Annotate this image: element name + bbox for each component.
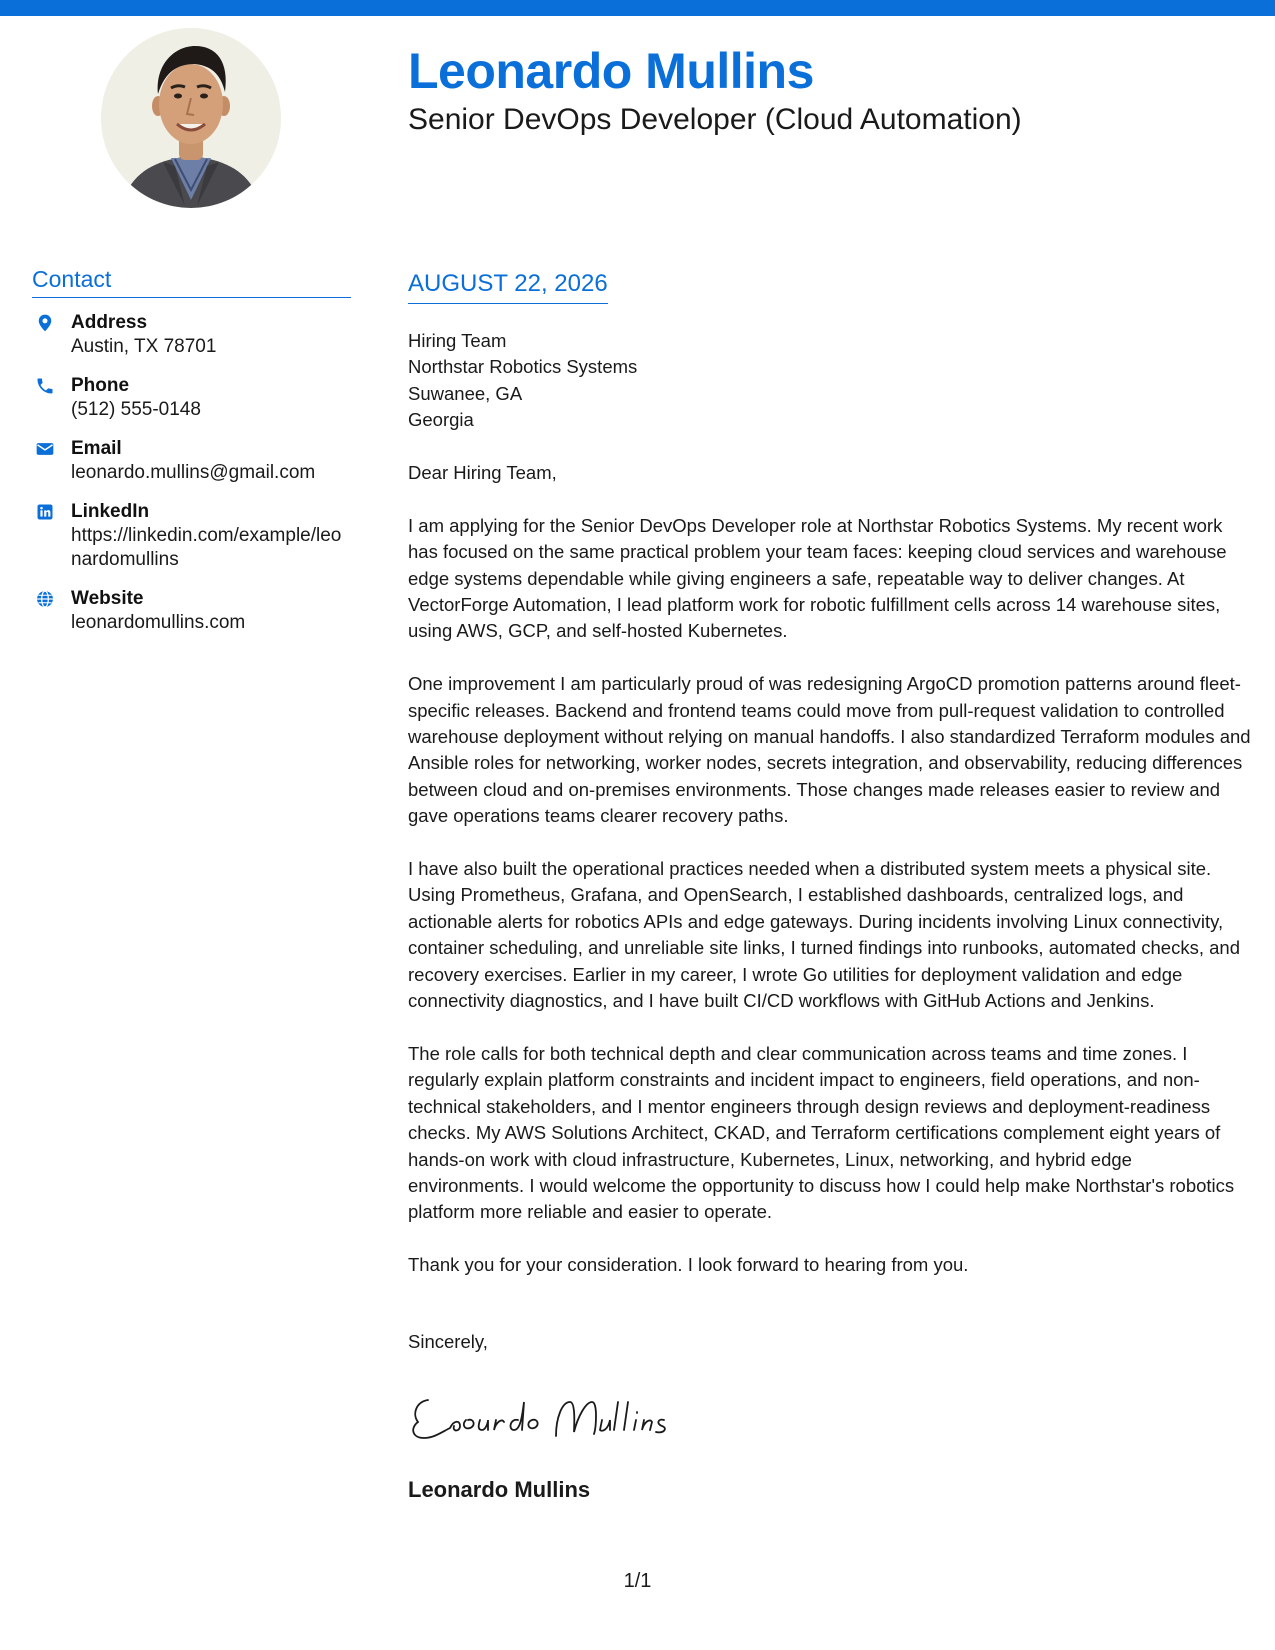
job-title: Senior DevOps Developer (Cloud Automation): [408, 103, 1022, 136]
recipient-line: Georgia: [408, 409, 474, 431]
profile-photo: [101, 28, 281, 208]
avatar: [101, 28, 281, 208]
phone-value: (512) 555-0148: [71, 399, 201, 420]
handwritten-signature: [406, 1388, 676, 1444]
page-number: 1/1: [623, 1570, 652, 1592]
closing: Sincerely,: [408, 1331, 488, 1352]
contact-heading: Contact: [32, 266, 351, 298]
recipient-line: Northstar Robotics Systems: [408, 356, 638, 378]
letter-paragraph: Thank you for your consideration. I look forward to hearing from you.: [408, 1254, 969, 1276]
letter-paragraph: The role calls for both technical depth and clear communication across teams and time zones. I regularly explain platform constraints and incident impact to engineers, field operations, and non-technical stakeholders, and I mentor engineers through design reviews and deployment-readiness checks. My AWS Solutions Architect, CKAD, and Terraform certifications complement eight years of hands-on work with cloud infrastructure, Kubernetes, Linux, networking, and hybrid edge environments. I would welcome the opportunity to discuss how I could help make Northstar's robotics platform more reliable and easier to operate.: [408, 1042, 1235, 1223]
candidate-name: Leonardo Mullins: [408, 43, 814, 99]
contact-address: [32, 311, 362, 359]
letter-paragraph: I am applying for the Senior DevOps Developer role at Northstar Robotics Systems. My recent work has focused on the same practical problem your team faces: keeping cloud services and warehouse edge systems dependable while giving engineers a safe, repeatable way to deliver changes. At VectorForge Automation, I lead platform work for robotic fulfillment cells across 14 warehouse sites, using AWS, GCP, and self-hosted Kubernetes.: [408, 514, 1227, 642]
contact-list: [32, 311, 362, 650]
recipient-line: Suwanee, GA: [408, 382, 523, 404]
contact-phone: [32, 374, 362, 422]
email-value: leonardo.mullins@gmail.com: [71, 462, 316, 483]
contact-email: [32, 437, 362, 485]
letter-paragraph: I have also built the operational practices needed when a distributed system meets a physical site. Using Prometheus, Grafana, and OpenSearch, I established dashboards, centralized logs, and actionable alerts for robotics APIs and edge gateways. During incidents involving Linux connectivity, container scheduling, and unreliable site links, I turned findings into runbooks, automated checks, and recovery exercises. Earlier in my career, I wrote Go utilities for deployment validation and edge connectivity diagnostics, and I have built CI/CD workflows with GitHub Actions and Jenkins.: [408, 858, 1240, 1012]
address-value: Austin, TX 78701: [71, 336, 217, 357]
location-pin-icon: [35, 313, 55, 333]
contact-label: Address: [71, 312, 148, 333]
contact-label: Website: [71, 588, 144, 609]
contact-label: Email: [71, 438, 122, 459]
signer-name: Leonardo Mullins: [408, 1477, 591, 1502]
contact-linkedin: [32, 500, 362, 572]
linkedin-value: https://linkedin.com/example/leonardomullins: [71, 525, 342, 570]
recipient-line: Hiring Team: [408, 330, 507, 351]
contact-website: [32, 587, 362, 635]
top-accent-bar: [0, 0, 1275, 16]
phone-icon: [35, 376, 55, 396]
globe-icon: [35, 589, 55, 609]
salutation: Dear Hiring Team,: [408, 462, 557, 484]
email-icon: [35, 439, 55, 459]
recipient-block: [408, 328, 1253, 434]
letter-date: AUGUST 22, 2026: [408, 270, 608, 304]
letter-body: [408, 328, 1253, 1305]
linkedin-icon: [35, 502, 55, 522]
contact-label: Phone: [71, 375, 130, 396]
letter-paragraph: One improvement I am particularly proud of was redesigning ArgoCD promotion patterns around fleet-specific releases. Backend and frontend teams could move from pull-request validation to controlled warehouse deployment without relying on manual handoffs. I also standardized Terraform modules and Ansible roles for networking, worker nodes, secrets integration, and observability, reducing differences between cloud and on-premises environments. Those changes made releases easier to review and gave operations teams clearer recovery paths.: [408, 673, 1251, 827]
website-value: leonardomullins.com: [71, 612, 246, 633]
contact-label: LinkedIn: [71, 501, 150, 522]
